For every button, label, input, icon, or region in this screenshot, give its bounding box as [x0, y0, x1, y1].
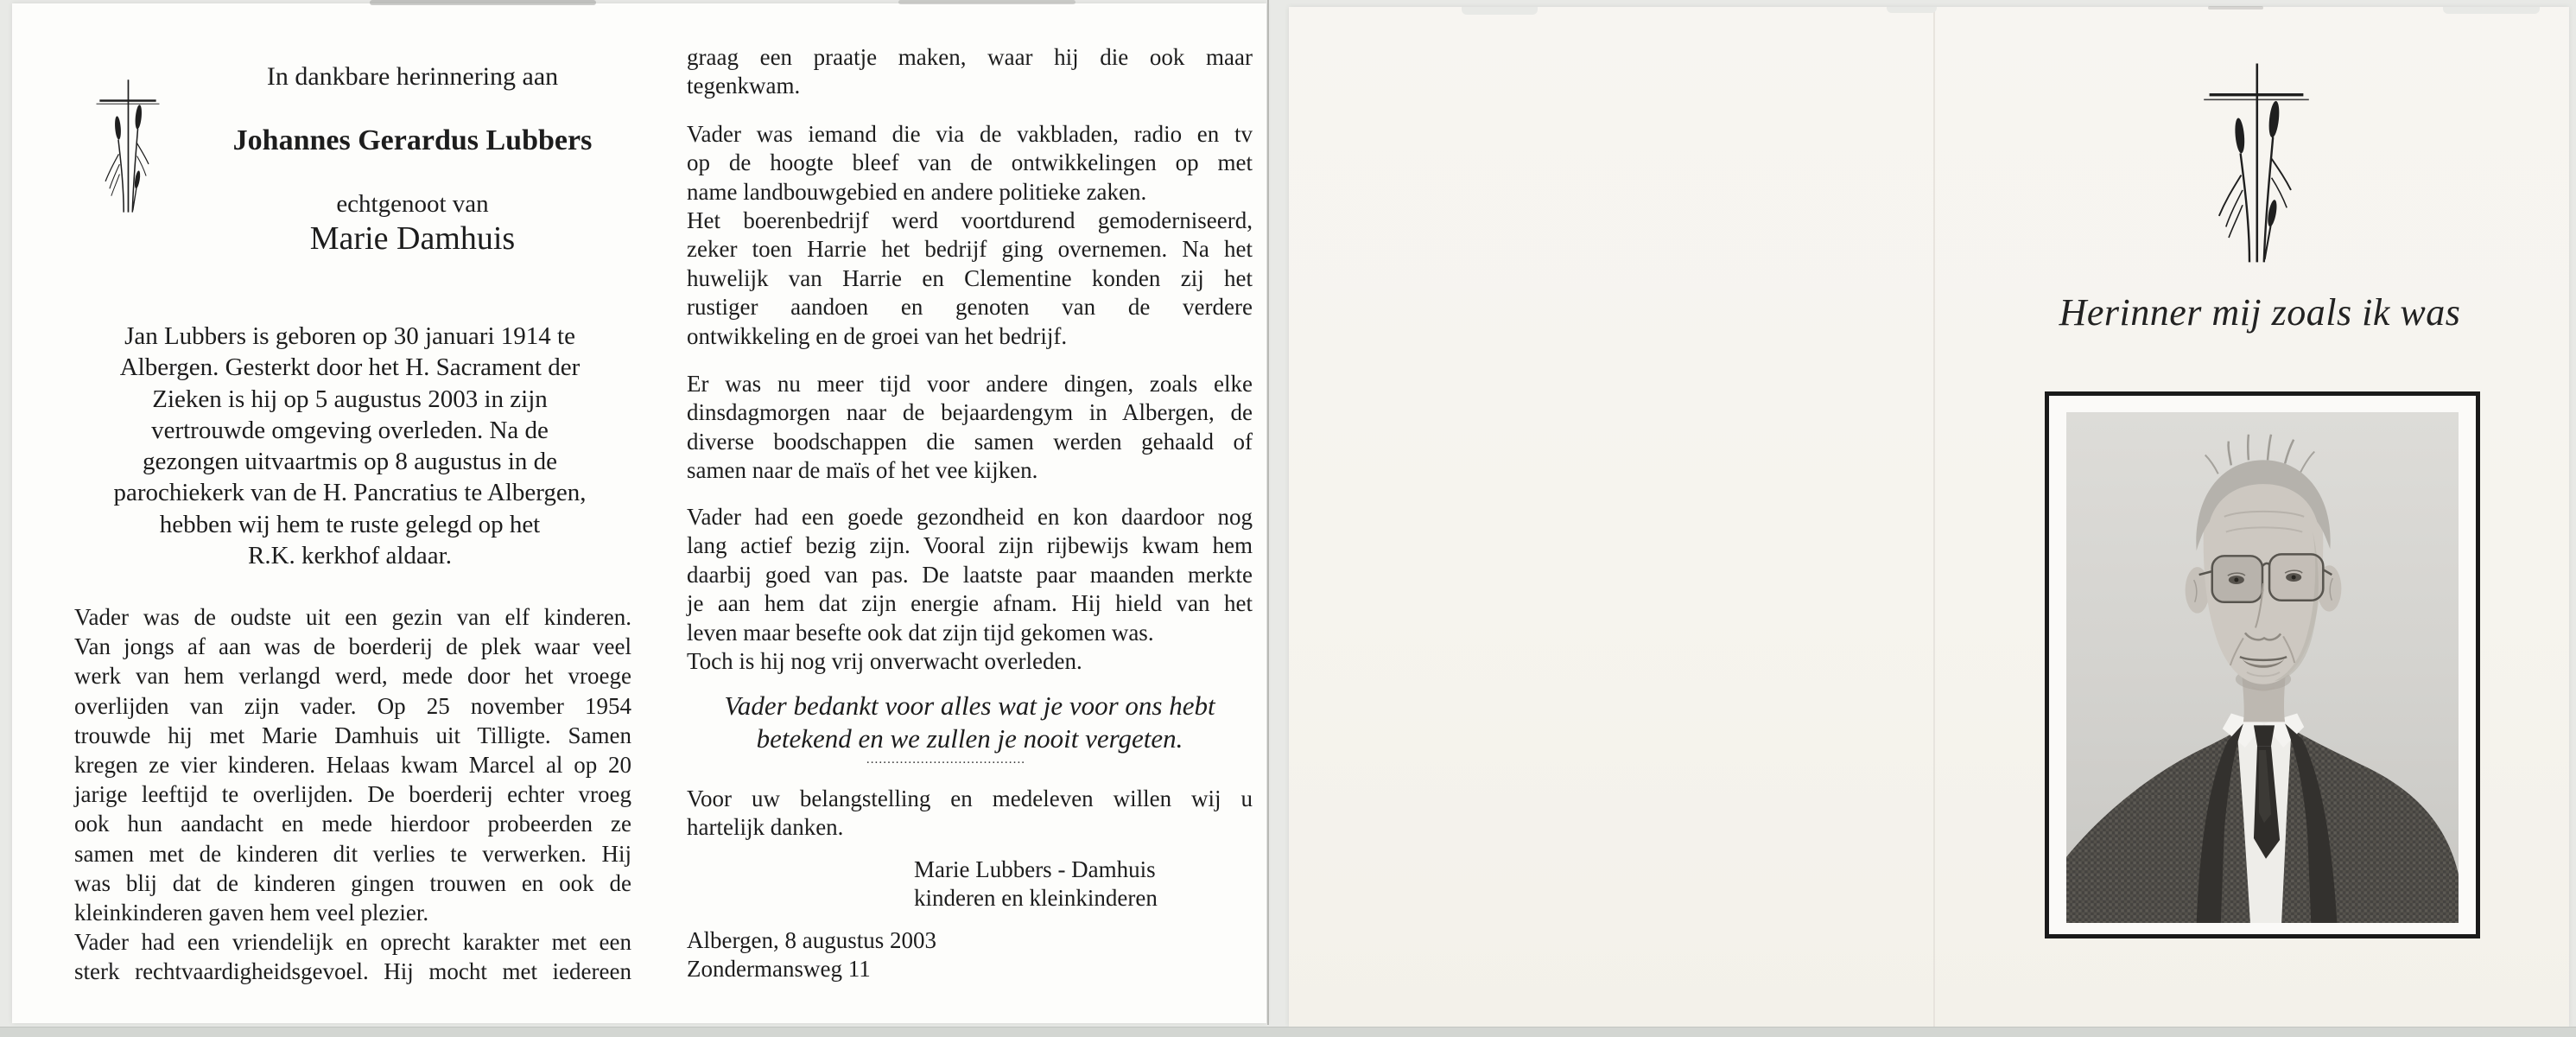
- col2-paragraph-4: [687, 370, 1253, 486]
- memorial-intro-line: In dankbare herinnering aan: [266, 62, 559, 91]
- text-line: Albergen. Gesterkt door het H. Sacrament der: [119, 353, 581, 382]
- text-line: samen met de kinderen dit verlies te verwerken. Hij: [74, 840, 631, 867]
- text-line: Vader was de oudste uit een gezin van elf kinderen.: [74, 604, 631, 630]
- life-paragraph: [73, 321, 626, 571]
- text-line: op de hoogte bleef van de ontwikkelingen op met: [687, 150, 1253, 176]
- text-line: sterk rechtvaardigheidsgevoel. Hij mocht met iedereen: [74, 958, 631, 985]
- scan-artifact: [2443, 7, 2540, 14]
- scan-artifact: [370, 0, 596, 5]
- text-line: rustiger aandoen en genoten van de verdere: [687, 294, 1253, 321]
- family-paragraph: [74, 602, 631, 986]
- col2-paragraph-1: [687, 43, 1253, 101]
- text-line: Albergen, 8 augustus 2003: [687, 927, 936, 953]
- text-line: Zondermansweg 11: [687, 956, 871, 983]
- thanks-paragraph: [687, 785, 1253, 843]
- scan-artifact: [2208, 6, 2263, 10]
- text-line: tegenkwam.: [687, 73, 801, 99]
- text-line: ontwikkeling en de groei van het bedrijf.: [687, 322, 1068, 349]
- text-line: Vader had een vriendelijk en oprecht karakter met een: [74, 929, 631, 956]
- text-line: je aan hem dat zijn energie afnam. Hij hield van het: [687, 590, 1253, 617]
- text-line: werk van hem verlangd werd, mede door het vroege: [74, 663, 631, 690]
- text-line: name landbouwgebied en andere politieke zaken.: [687, 178, 1147, 205]
- portrait-photo-frame: [2045, 391, 2480, 938]
- portrait-photo: [2066, 412, 2459, 923]
- col2-paragraph-5: [687, 503, 1253, 676]
- fold-crease: [1933, 7, 1935, 1027]
- text-line: Het boerenbedrijf werd voortdurend gemoderniseerd,: [687, 207, 1253, 233]
- text-line: ook hun aandacht en mede hierdoor probeerden ze: [74, 811, 631, 837]
- col2-paragraph-2: [687, 120, 1253, 207]
- text-line: Zieken is hij op 5 augustus 2003 in zijn: [152, 385, 548, 413]
- dotted-divider: ......................................: [866, 753, 1026, 767]
- text-line: trouwde hij met Marie Damhuis uit Tilligte. Samen: [74, 722, 631, 748]
- text-line: Vader was iemand die via de vakbladen, radio en tv: [687, 121, 1253, 147]
- scanner-edge-band: [0, 1027, 2576, 1037]
- text-line: hebben wij hem te ruste gelegd op het: [159, 510, 541, 538]
- text-line: Toch is hij nog vrij onverwacht overleden.: [687, 647, 1082, 674]
- text-line: was blij dat de kinderen gingen trouwen en ook de: [74, 869, 631, 896]
- text-line: betekend en we zullen je nooit vergeten.: [756, 723, 1183, 754]
- place-date-block: [687, 926, 1119, 984]
- text-line: vertrouwde omgeving overleden. Na de: [151, 416, 549, 444]
- text-line: Marie Lubbers - Damhuis: [914, 856, 1156, 882]
- text-line: zeker toen Harrie het bedrijf ging overnemen. Na het: [687, 236, 1253, 263]
- text-line: jarige leeftijd te overlijden. De boerderij echter vroeg: [74, 781, 631, 808]
- signature-block: [914, 856, 1259, 913]
- text-line: leven maar besefte ook dat zijn tijd gekomen was.: [687, 619, 1154, 646]
- text-line: huwelijk van Harrie en Clementine konden zij het: [687, 264, 1253, 291]
- spouse-intro-line: echtgenoot van: [336, 190, 489, 218]
- col2-paragraph-3: [687, 207, 1253, 351]
- text-line: kleinkinderen gaven hem veel plezier.: [74, 899, 429, 926]
- text-line: samen naar de maïs of het vee kijken.: [687, 457, 1038, 484]
- text-line: Er was nu meer tijd voor andere dingen, zoals elke: [687, 371, 1253, 397]
- text-line: dinsdagmorgen naar de bejaardengym in Albergen, de: [687, 399, 1253, 426]
- text-line: Vader had een goede gezondheid en kon daardoor nog: [687, 504, 1253, 530]
- text-line: daarbij goed van pas. De laatste paar maanden merkte: [687, 561, 1253, 588]
- text-line: lang actief bezig zijn. Vooral zijn rijbewijs kwam hem: [687, 532, 1253, 559]
- page-fold-edge: [1267, 0, 1269, 1025]
- deceased-name: Johannes Gerardus Lubbers: [232, 124, 593, 156]
- scan-artifact: [1887, 7, 1937, 13]
- text-line: Van jongs af aan was de boerderij de plek waar veel: [74, 633, 631, 660]
- text-line: hartelijk danken.: [687, 814, 844, 841]
- text-line: parochiekerk van de H. Pancratius te Albergen,: [113, 479, 587, 507]
- scan-artifact: [1462, 7, 1538, 15]
- scan-artifact: [898, 0, 1075, 4]
- text-line: graag een praatje maken, waar hij die ook maar: [687, 44, 1253, 70]
- spouse-name: Marie Damhuis: [309, 220, 516, 257]
- cover-motto: Herinner mij zoals ik was: [2059, 291, 2461, 334]
- text-line: Jan Lubbers is geboren op 30 januari 1914 te: [124, 322, 575, 350]
- text-line: Vader bedankt voor alles wat je voor ons hebt: [724, 690, 1215, 721]
- text-line: Voor uw belangstelling en medeleven willen wij u: [687, 786, 1253, 811]
- cross-with-wheat-icon: [2187, 55, 2325, 273]
- farewell-quote: [687, 690, 1253, 755]
- text-line: kregen ze vier kinderen. Helaas kwam Marcel al op 20: [74, 751, 631, 778]
- text-line: R.K. kerkhof aldaar.: [248, 542, 452, 570]
- text-line: kinderen en kleinkinderen: [914, 885, 1158, 912]
- text-line: gezongen uitvaartmis op 8 augustus in de: [142, 448, 557, 476]
- text-line: overlijden van zijn vader. Op 25 november 1954: [74, 692, 631, 719]
- text-line: diverse boodschappen die samen werden gehaald of: [687, 428, 1253, 455]
